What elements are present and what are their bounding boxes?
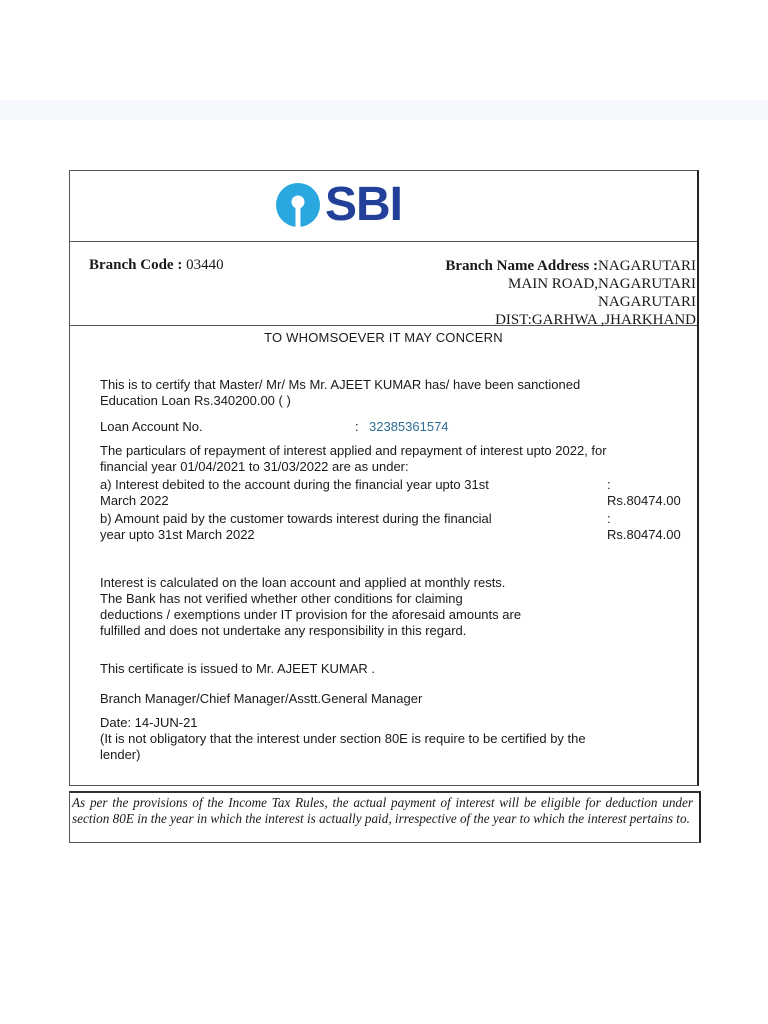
loan-account-number: 32385361574	[369, 419, 449, 434]
disclaimer-line: lender)	[100, 747, 141, 762]
sbi-wordmark: SBI	[325, 178, 403, 231]
branch-code-value: 03440	[186, 257, 224, 273]
particulars-line: The particulars of repayment of interest applied and repayment of interest upto 2022, for	[100, 443, 607, 458]
certificate-heading: TO WHOMSOEVER IT MAY CONCERN	[264, 330, 503, 345]
item-b-amount: Rs.80474.00	[607, 527, 681, 542]
branch-code-label: Branch Code :	[89, 257, 183, 273]
note-line: The Bank has not verified whether other conditions for claiming	[100, 591, 463, 606]
branch-address-line: MAIN ROAD,NAGARUTARI	[508, 276, 696, 292]
signatory: Branch Manager/Chief Manager/Asstt.General Manager	[100, 691, 423, 706]
note-line: fulfilled and does not undertake any responsibility in this regard.	[100, 623, 467, 638]
certificate-body	[70, 325, 697, 762]
intro-line: Education Loan Rs.340200.00 ( )	[100, 393, 291, 408]
interest-certificate	[69, 170, 699, 786]
sbi-keyhole-icon	[275, 182, 321, 228]
certificate-date: Date: 14-JUN-21	[100, 715, 198, 730]
particulars-line: financial year 01/04/2021 to 31/03/2022 are as under:	[100, 459, 409, 474]
branch-code	[89, 257, 224, 274]
intro-line: This is to certify that Master/ Mr/ Ms Mr. AJEET KUMAR has/ have been sanctioned	[100, 377, 581, 392]
loan-account-label: Loan Account No.	[100, 419, 203, 434]
branch-row	[70, 241, 697, 326]
disclaimer-line: (It is not obligatory that the interest under section 80E is require to be certified by the	[100, 731, 586, 746]
issued-to: This certificate is issued to Mr. AJEET KUMAR .	[100, 661, 376, 676]
item-b-text: b) Amount paid by the customer towards interest during the financial	[100, 511, 492, 526]
loan-account-colon: :	[355, 419, 359, 434]
sbi-logo	[275, 178, 403, 231]
item-a-colon: :	[607, 477, 611, 492]
item-a-amount: Rs.80474.00	[607, 493, 681, 508]
branch-address-line: DIST:GARHWA ,JHARKHAND	[495, 312, 696, 328]
income-tax-footnote: As per the provisions of the Income Tax Rules, the actual payment of interest will be eligible for deduction under section 80E in the year in which the interest is actually paid, irrespective of the year to which the interest pertains to.	[69, 791, 701, 843]
item-a-text: March 2022	[100, 493, 169, 508]
branch-address-line: NAGARUTARI	[598, 258, 696, 274]
branch-address	[445, 257, 696, 329]
item-b-text: year upto 31st March 2022	[100, 527, 255, 542]
note-line: Interest is calculated on the loan account and applied at monthly rests.	[100, 575, 506, 590]
branch-address-line: NAGARUTARI	[598, 294, 696, 310]
branch-address-label: Branch Name Address :	[445, 258, 599, 274]
item-a-text: a) Interest debited to the account during the financial year upto 31st	[100, 477, 489, 492]
item-b-colon: :	[607, 511, 611, 526]
logo-row	[70, 171, 697, 242]
note-line: deductions / exemptions under IT provision for the aforesaid amounts are	[100, 607, 522, 622]
top-band	[0, 100, 768, 120]
